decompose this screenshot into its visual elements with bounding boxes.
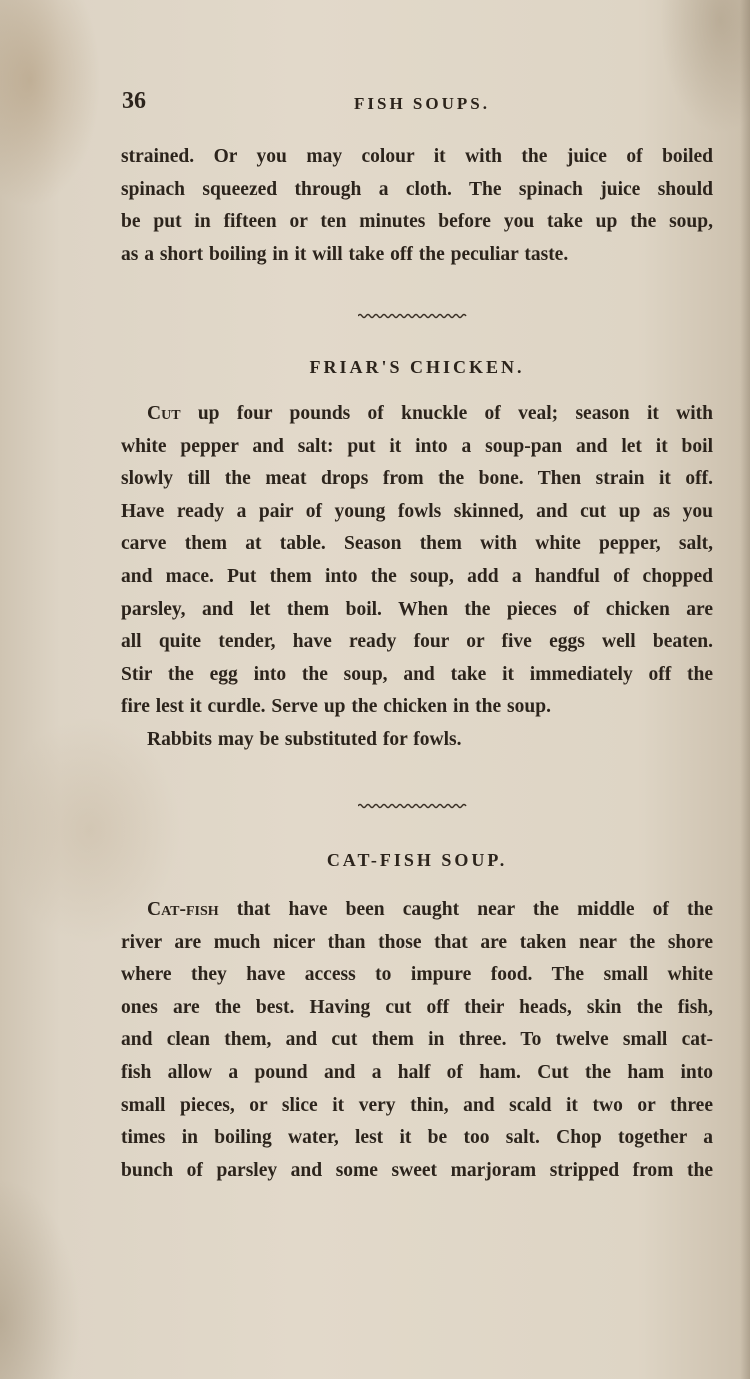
text-line: all quite tender, have ready four or five eggs well beaten. <box>121 631 713 653</box>
text-line: carve them at table. Season them with white pepper, salt, <box>121 533 713 555</box>
text-line <box>121 398 713 431</box>
text-line: parsley, and let them boil. When the pieces of chicken are <box>121 598 713 620</box>
running-head <box>122 88 722 122</box>
section-divider-ornament <box>358 802 468 810</box>
text-line: fire lest it curdle. Serve up the chicken in the soup. <box>121 696 551 718</box>
catfish-soup-recipe <box>121 894 713 1187</box>
text-line <box>121 894 713 927</box>
text-line: Stir the egg into the soup, and take it immediately off the <box>121 663 713 685</box>
text-line: strained. Or you may colour it with the juice of boiled <box>121 146 713 167</box>
page-number: 36 <box>122 88 146 114</box>
text-line: spinach squeezed through a cloth. The spinach juice should <box>121 178 713 200</box>
text-line: Have ready a pair of young fowls skinned, and cut up as you <box>121 500 713 522</box>
text-line: where they have access to impure food. The small white <box>121 964 713 986</box>
text-line: times in boiling water, lest it be too salt. Chop together a <box>121 1127 713 1149</box>
lead-word: Cat-fish <box>147 899 219 920</box>
continuation-paragraph <box>121 141 713 271</box>
text-line: and mace. Put them into the soup, add a handful of chopped <box>121 565 713 587</box>
running-title: FISH SOUPS. <box>354 94 490 113</box>
text-line: slowly till the meat drops from the bone. Then strain it off. <box>121 468 713 490</box>
lead-word: Cut <box>147 403 181 424</box>
text-line: as a short boiling in it will take off the peculiar taste. <box>121 243 569 265</box>
section-title-friars-chicken: FRIAR'S CHICKEN. <box>309 357 525 377</box>
section-divider-ornament <box>358 312 468 320</box>
text-line: bunch of parsley and some sweet marjoram stripped from the <box>121 1159 713 1181</box>
text-line: and clean them, and cut them in three. To twelve small cat- <box>121 1029 713 1051</box>
text-line: fish allow a pound and a half of ham. Cut the ham into <box>121 1061 713 1083</box>
friars-chicken-recipe <box>121 398 713 757</box>
text-line: be put in fifteen or ten minutes before you take up the soup, <box>121 211 713 233</box>
lead-line-rest: up four pounds of knuckle of veal; season it with <box>180 403 713 424</box>
text-line: river are much nicer than those that are taken near the shore <box>121 931 713 953</box>
text-line: ones are the best. Having cut off their heads, skin the fish, <box>121 996 713 1018</box>
text-line: small pieces, or slice it very thin, and scald it two or three <box>121 1094 713 1116</box>
section-title-catfish-soup: CAT-FISH SOUP. <box>326 850 508 870</box>
lead-line-rest: that have been caught near the middle of the <box>218 899 713 920</box>
text-line: white pepper and salt: put it into a soup-pan and let it boil <box>121 435 713 457</box>
recipe-note: Rabbits may be substituted for fowls. <box>147 728 462 750</box>
